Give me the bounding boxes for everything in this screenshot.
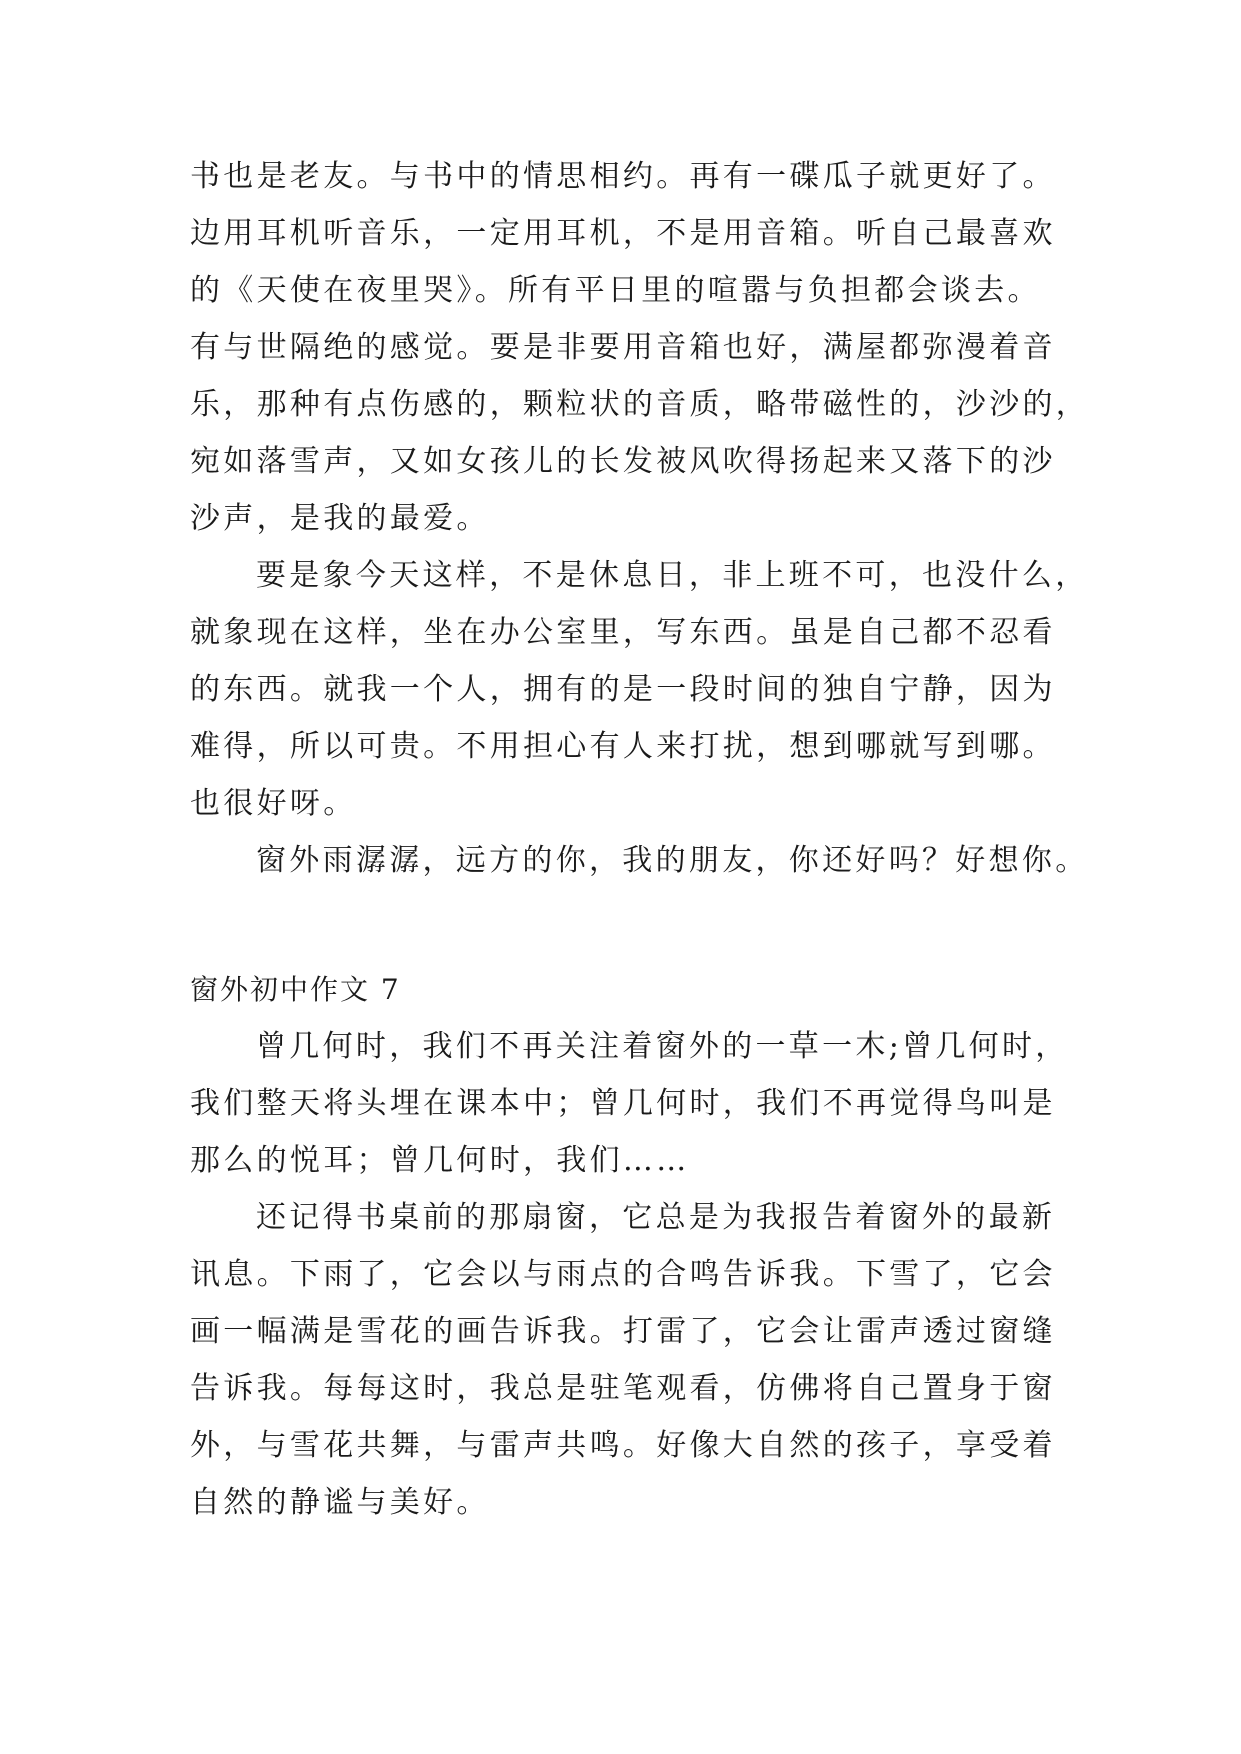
text-line: 曾几何时，我们不再关注着窗外的一草一木;曾几何时， <box>256 1029 1069 1064</box>
text-line: 的《天使在夜里哭》。所有平日里的喧嚣与负担都会谈去。 <box>190 273 1041 308</box>
text-line: 难得，所以可贵。不用担心有人来打扰，想到哪就写到哪。 <box>190 729 1056 764</box>
text-line: 还记得书桌前的那扇窗，它总是为我报告着窗外的最新 <box>256 1200 1056 1235</box>
text-line: 宛如落雪声，又如女孩儿的长发被风吹得扬起来又落下的沙 <box>190 444 1056 479</box>
text-line: 乐，那种有点伤感的，颗粒状的音质，略带磁性的，沙沙的， <box>190 387 1090 422</box>
text-line: 我们整天将头埋在课本中；曾几何时，我们不再觉得鸟叫是 <box>190 1086 1056 1121</box>
text-line: 窗外雨潺潺，远方的你，我的朋友，你还好吗？好想你。 <box>256 843 1089 878</box>
text-line: 边用耳机听音乐，一定用耳机，不是用音箱。听自己最喜欢 <box>190 216 1056 251</box>
text-line: 画一幅满是雪花的画告诉我。打雷了，它会让雷声透过窗缝 <box>190 1314 1056 1349</box>
text-line: 沙声，是我的最爱。 <box>190 501 490 536</box>
text-line: 有与世隔绝的感觉。要是非要用音箱也好，满屋都弥漫着音 <box>190 330 1056 365</box>
text-line: 要是象今天这样，不是休息日，非上班不可，也没什么， <box>256 558 1089 593</box>
text-line: 讯息。下雨了，它会以与雨点的合鸣告诉我。下雪了，它会 <box>190 1257 1056 1292</box>
text-line: 也很好呀。 <box>190 786 357 821</box>
text-line: 就象现在这样，坐在办公室里，写东西。虽是自己都不忍看 <box>190 615 1056 650</box>
text-line: 告诉我。每每这时，我总是驻笔观看，仿佛将自己置身于窗 <box>190 1371 1056 1406</box>
text-line: 那么的悦耳；曾几何时，我们…… <box>190 1143 690 1178</box>
text-line: 书也是老友。与书中的情思相约。再有一碟瓜子就更好了。 <box>190 159 1056 194</box>
section-heading: 窗外初中作文 7 <box>190 973 401 1006</box>
text-line: 外，与雪花共舞，与雷声共鸣。好像大自然的孩子，享受着 <box>190 1428 1056 1463</box>
text-line: 自然的静谧与美好。 <box>190 1485 490 1520</box>
text-line: 的东西。就我一个人，拥有的是一段时间的独自宁静，因为 <box>190 672 1056 707</box>
